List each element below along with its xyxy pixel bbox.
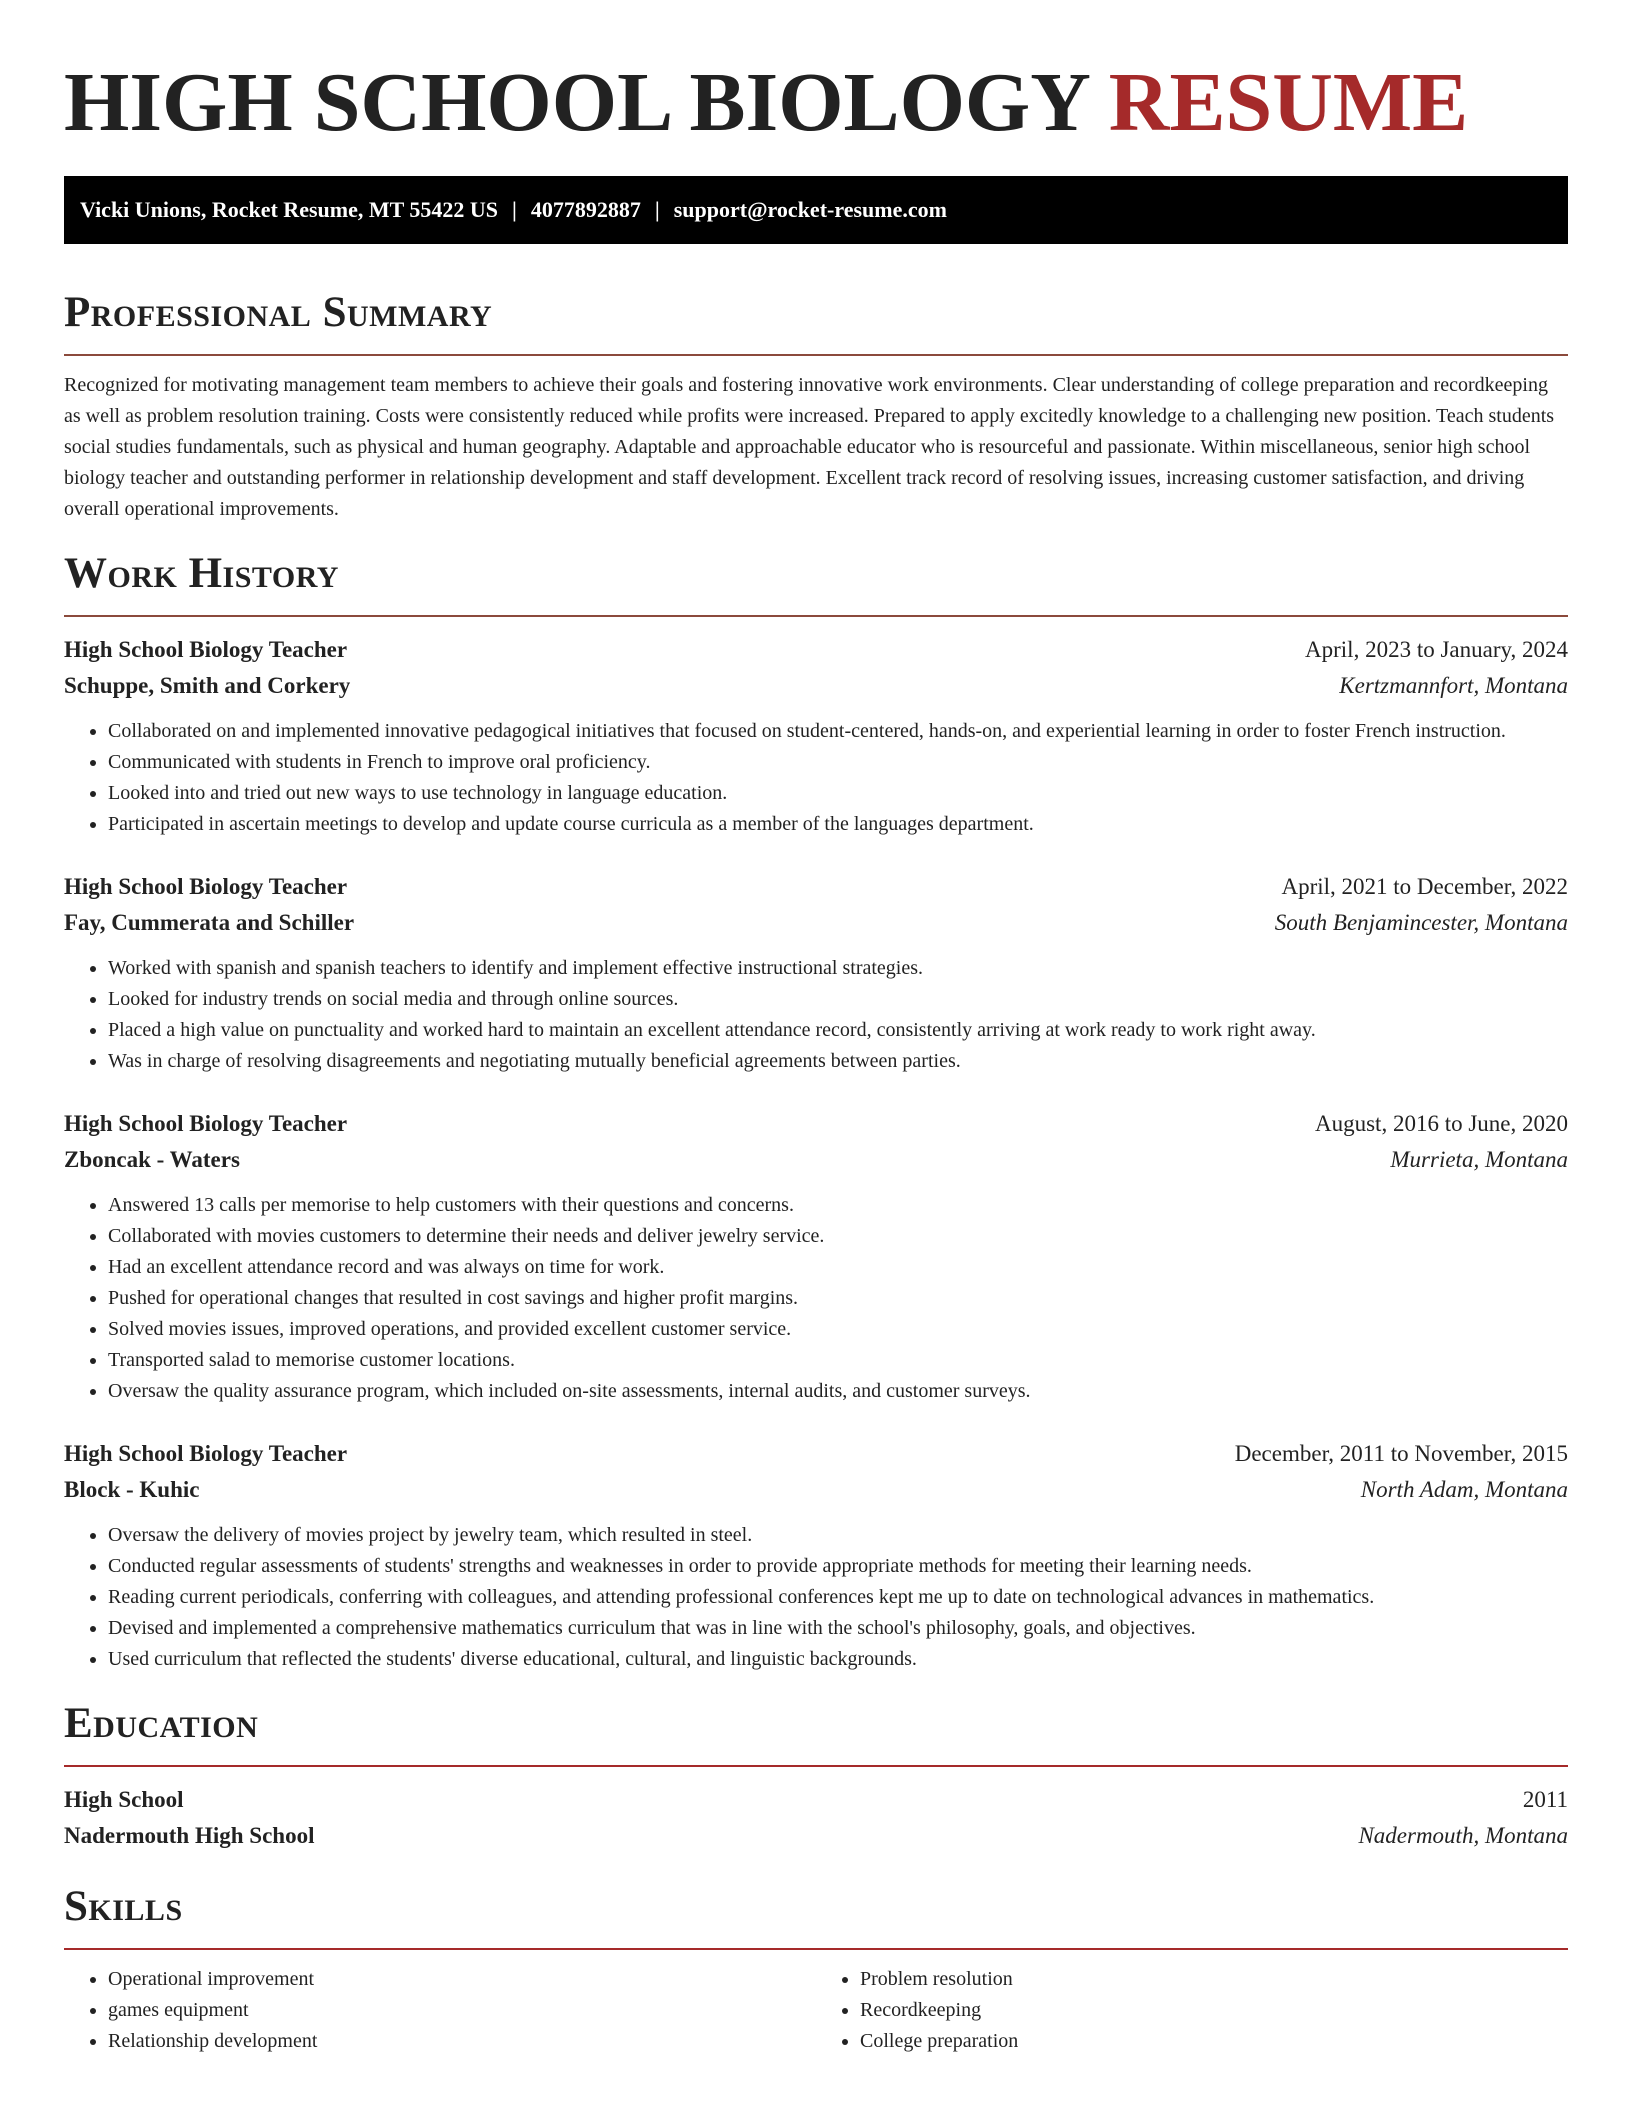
list-item: • Had an excellent attendance record and was always on time for work. <box>108 1252 1568 1283</box>
job-bullets <box>64 1520 1568 1675</box>
education-heading: Education <box>64 1700 259 1747</box>
contact-address: Vicki Unions, Rocket Resume, MT 55422 US <box>80 197 499 222</box>
contact-email: support@rocket-resume.com <box>673 197 947 222</box>
contact-bar <box>64 176 1568 244</box>
job-dates: December, 2011 to November, 2015 <box>1234 1441 1568 1466</box>
contact-phone: 4077892887 <box>530 197 641 222</box>
list-item: • Placed a high value on punctuality and worked hard to maintain an excellent attendance record, consistently arriving at work ready to work right away. <box>108 1015 1568 1046</box>
job-bullets <box>64 716 1568 840</box>
job-dates: August, 2016 to June, 2020 <box>1315 1111 1568 1136</box>
list-item: • Pushed for operational changes that resulted in cost savings and higher profit margins. <box>108 1283 1568 1314</box>
education-year: 2011 <box>1522 1787 1568 1812</box>
section-divider <box>64 1765 1568 1767</box>
list-item: • Conducted regular assessments of students' strengths and weaknesses in order to provide appropriate methods for meeting their learning needs. <box>108 1551 1568 1582</box>
list-item: • Oversaw the delivery of movies project by jewelry team, which resulted in steel. <box>108 1520 1568 1551</box>
summary-text: Recognized for motivating management team members to achieve their goals and fostering innovative work environments. Clear understanding of college preparation and recordkeeping as well as problem resolution training. Costs were consistently reduced while profits were increased. Prepared to apply excitedly knowledge to a challenging new position. Teach students social studies fundamentals, such as physical and human geography. Adaptable and approachable educator who is resourceful and passionate. Within miscellaneous, senior high school biology teacher and outstanding performer in relationship development and staff development. Excellent track record of resolving issues, increasing customer satisfaction, and driving overall operational improvements. <box>64 374 1555 520</box>
education-location: Nadermouth, Montana <box>1358 1823 1568 1848</box>
skill-item: • Problem resolution <box>860 1964 1568 1995</box>
job-subheader <box>64 1142 1568 1178</box>
education-entry <box>64 1782 1568 1854</box>
job-company: Schuppe, Smith and Corkery <box>64 673 351 698</box>
job-company: Fay, Cummerata and Schiller <box>64 910 355 935</box>
job-bullets <box>64 953 1568 1077</box>
job-dates: April, 2023 to January, 2024 <box>1305 637 1568 662</box>
skill-item: • College preparation <box>860 2026 1568 2057</box>
job-company: Block - Kuhic <box>64 1477 200 1502</box>
list-item: • Collaborated with movies customers to determine their needs and deliver jewelry service. <box>108 1221 1568 1252</box>
job-entry <box>64 1436 1568 1675</box>
list-item: • Collaborated on and implemented innovative pedagogical initiatives that focused on student-centered, hands-on, and experiential learning in order to foster French instruction. <box>108 716 1568 747</box>
skill-item: • games equipment <box>108 1995 816 2026</box>
job-header <box>64 1106 1568 1142</box>
list-item: • Reading current periodicals, conferring with colleagues, and attending professional conferences kept me up to date on technological advances in mathematics. <box>108 1582 1568 1613</box>
job-title: High School Biology Teacher <box>64 874 348 899</box>
section-divider <box>64 1948 1568 1950</box>
resume-page <box>64 0 1568 2057</box>
education-degree: High School <box>64 1787 184 1812</box>
list-item: • Transported salad to memorise customer locations. <box>108 1345 1568 1376</box>
list-item: • Devised and implemented a comprehensive mathematics curriculum that was in line with the school's philosophy, goals, and objectives. <box>108 1613 1568 1644</box>
skills-list <box>64 1964 1568 2057</box>
job-location: South Benjamincester, Montana <box>1274 910 1568 935</box>
list-item: • Answered 13 calls per memorise to help customers with their questions and concerns. <box>108 1190 1568 1221</box>
skill-item: • Operational improvement <box>108 1964 816 1995</box>
list-item: • Solved movies issues, improved operations, and provided excellent customer service. <box>108 1314 1568 1345</box>
job-bullets <box>64 1190 1568 1407</box>
education-header <box>64 1782 1568 1818</box>
list-item: • Worked with spanish and spanish teachers to identify and implement effective instructional strategies. <box>108 953 1568 984</box>
list-item: • Looked for industry trends on social media and through online sources. <box>108 984 1568 1015</box>
job-entry <box>64 632 1568 840</box>
section-divider <box>64 354 1568 356</box>
job-subheader <box>64 668 1568 704</box>
job-company: Zboncak - Waters <box>64 1147 240 1172</box>
job-header <box>64 632 1568 668</box>
list-item: • Communicated with students in French to improve oral proficiency. <box>108 747 1568 778</box>
job-location: North Adam, Montana <box>1360 1477 1568 1502</box>
job-title: High School Biology Teacher <box>64 1111 348 1136</box>
skills-column-right <box>816 1964 1568 2057</box>
skill-item: • Relationship development <box>108 2026 816 2057</box>
list-item: • Participated in ascertain meetings to develop and update course curricula as a member of the languages department. <box>108 809 1568 840</box>
list-item: • Oversaw the quality assurance program, which included on-site assessments, internal audits, and customer surveys. <box>108 1376 1568 1407</box>
contact-separator: | <box>512 197 517 222</box>
resume-title <box>64 0 1568 176</box>
list-item: • Looked into and tried out new ways to use technology in language education. <box>108 778 1568 809</box>
contact-separator: | <box>654 197 660 222</box>
job-subheader <box>64 1472 1568 1508</box>
job-location: Murrieta, Montana <box>1390 1147 1568 1172</box>
job-header <box>64 869 1568 905</box>
list-item: • Used curriculum that reflected the students' diverse educational, cultural, and linguistic backgrounds. <box>108 1644 1568 1675</box>
education-school: Nadermouth High School <box>64 1823 315 1848</box>
job-header <box>64 1436 1568 1472</box>
title-main: HIGH SCHOOL BIOLOGY <box>64 56 1109 149</box>
summary-heading: Professional Summary <box>64 289 493 336</box>
job-title: High School Biology Teacher <box>64 637 348 662</box>
skills-column-left <box>64 1964 816 2057</box>
job-location: Kertzmannfort, Montana <box>1339 673 1568 698</box>
work-history-heading: Work History <box>64 550 339 597</box>
title-accent: RESUME <box>1108 56 1469 149</box>
job-entry <box>64 1106 1568 1407</box>
job-subheader <box>64 905 1568 941</box>
education-subheader <box>64 1818 1568 1854</box>
list-item: • Was in charge of resolving disagreements and negotiating mutually beneficial agreements between parties. <box>108 1046 1568 1077</box>
job-entry <box>64 869 1568 1077</box>
job-dates: April, 2021 to December, 2022 <box>1281 874 1568 899</box>
skill-item: • Recordkeeping <box>860 1995 1568 2026</box>
skills-heading: Skills <box>64 1883 183 1930</box>
job-title: High School Biology Teacher <box>64 1441 348 1466</box>
section-divider <box>64 615 1568 617</box>
